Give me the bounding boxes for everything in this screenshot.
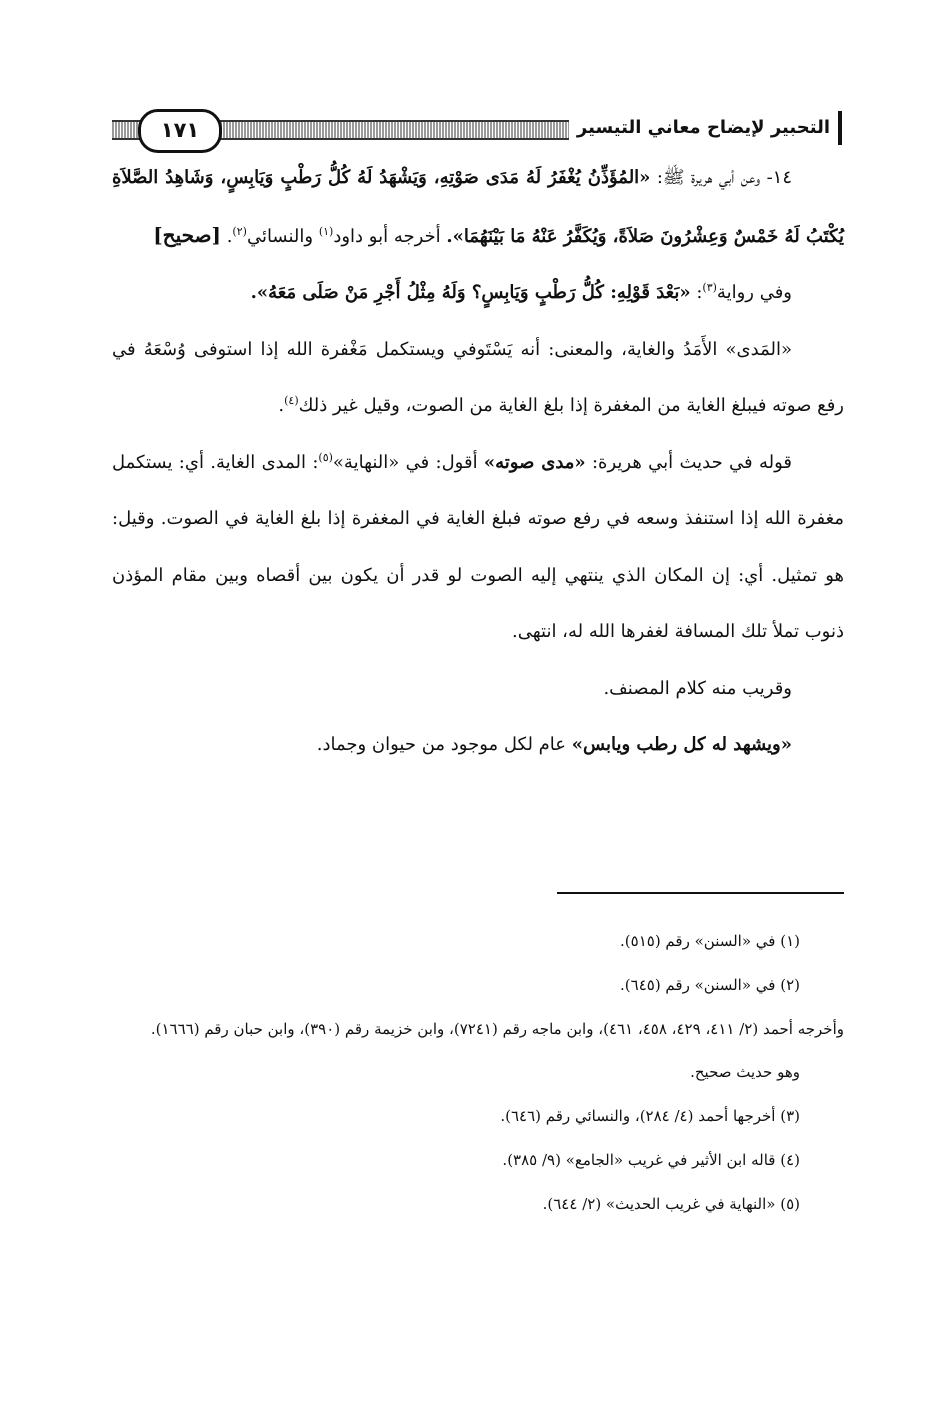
footnote-ref-3[interactable]: (٣)	[702, 281, 717, 294]
riwaya-colon: :	[690, 282, 703, 303]
footnote-ref-4[interactable]: (٤)	[284, 394, 299, 407]
footnote-ref-5[interactable]: (٥)	[318, 450, 333, 464]
commentary-4-rest: عام لكل موجود من حيوان وجماد.	[316, 734, 572, 755]
commentary-paragraph-2	[112, 435, 844, 661]
hadith-text: «المُؤَذِّنُ يُغْفَرُ لَهُ مَدَى صَوْتِهِ، وَيَشْهَدُ لَهُ كُلُّ رَطْبٍ وَيَابِسٍ، وَشَاهِدُ الصَّلاَةِ يُكْتَبُ لَهُ خَمْسٌ وَعِشْرُونَ صَلاَةً، وَيُكَفَّرُ عَنْهُ مَا بَيْنَهُمَا».	[112, 167, 844, 247]
page-number: ١٧١	[138, 109, 222, 153]
hadith-paragraph	[112, 150, 844, 265]
commentary-paragraph-3	[112, 661, 844, 718]
takhrij-text-a: أخرجه أبو داود	[333, 225, 447, 247]
commentary-1-text: «المَدى» الأَمَدُ والغاية، والمعنى: أنه يَسْتَوفي ويستكمل مَغْفرة الله إذا استوفى وُسْعَهُ في رفع صوته فيبلغ الغاية من المغفرة إذا بلغ الغاية من الصوت، وقيل غير ذلك	[112, 338, 844, 416]
footnote-item: وهو حديث صحيح.	[690, 1063, 800, 1082]
commentary-2-mid: أقول: في «النهاية»	[332, 451, 484, 473]
main-text	[112, 150, 844, 774]
footnotes	[112, 920, 844, 1227]
riwaya-intro: وفي رواية	[716, 282, 792, 303]
commentary-2-rest: : المدى الغاية. أي: يستكمل مغفرة الله إذا استنفذ وسعه في رفع صوته فبلغ الغاية في المغفرة إذا بلغ الغاية في الصوت. وقيل: هو تمثيل. أي: إن المكان الذي ينتهي إليه الصوت لو قدر أن يكون بين أقصاه وبين مقام المؤذن ذنوب تملأ تلك المسافة لغفرها الله له، انتهى.	[112, 451, 844, 642]
footnote-ref-1[interactable]: (١)	[318, 224, 334, 238]
takhrij-text-b: والنسائي	[246, 225, 319, 247]
hadith-intro: ١٤- وعن أبي هريرة ﷺ:	[650, 167, 792, 188]
book-title: التحبير لإيضاح معاني التيسير	[569, 111, 842, 145]
footnote-divider	[557, 892, 844, 894]
commentary-2-intro: قوله في حديث أبي هريرة:	[585, 451, 792, 473]
commentary-3-text: وقريب منه كلام المصنف.	[603, 677, 792, 699]
footnote-item: (٣) أخرجها أحمد (٤/ ٢٨٤)، والنسائي رقم (٦٤٦).	[500, 1107, 800, 1126]
footnote-item: وأخرجه أحمد (٢/ ٤١١، ٤٢٩، ٤٥٨، ٤٦١)، وابن ماجه رقم (٧٢٤١)، وابن خزيمة رقم (٣٩٠)، وابن حبان رقم (١٦٦٦).	[150, 1019, 844, 1038]
takhrij-text-c: .	[220, 225, 233, 247]
commentary-paragraph-4	[112, 717, 844, 774]
hadith-grade: [صحيح]	[153, 222, 221, 247]
commentary-paragraph-1	[112, 322, 844, 435]
riwaya-text: «بَعْدَ قَوْلِهِ: كُلُّ رَطْبٍ وَيَابِسٍ؟ وَلَهُ مِثْلُ أَجْرِ مَنْ صَلَى مَعَهُ».	[250, 282, 691, 303]
footnote-item: (٢) في «السنن» رقم (٦٤٥).	[620, 975, 800, 994]
footnote-ref-2[interactable]: (٢)	[232, 224, 247, 238]
page-header	[112, 108, 842, 150]
commentary-2-quote: «مدى صوته»	[483, 451, 586, 473]
footnote-item: (١) في «السنن» رقم (٥١٥).	[620, 932, 800, 950]
commentary-1-end: .	[278, 395, 285, 416]
riwaya-paragraph	[112, 265, 844, 322]
footnote-item: (٥) «النهاية في غريب الحديث» (٢/ ٦٤٤).	[542, 1194, 800, 1213]
footnote-item: (٤) قاله ابن الأثير في غريب «الجامع» (٩/ ٣٨٥).	[502, 1150, 800, 1169]
commentary-4-quote: «ويشهد له كل رطب ويابس»	[571, 734, 792, 755]
